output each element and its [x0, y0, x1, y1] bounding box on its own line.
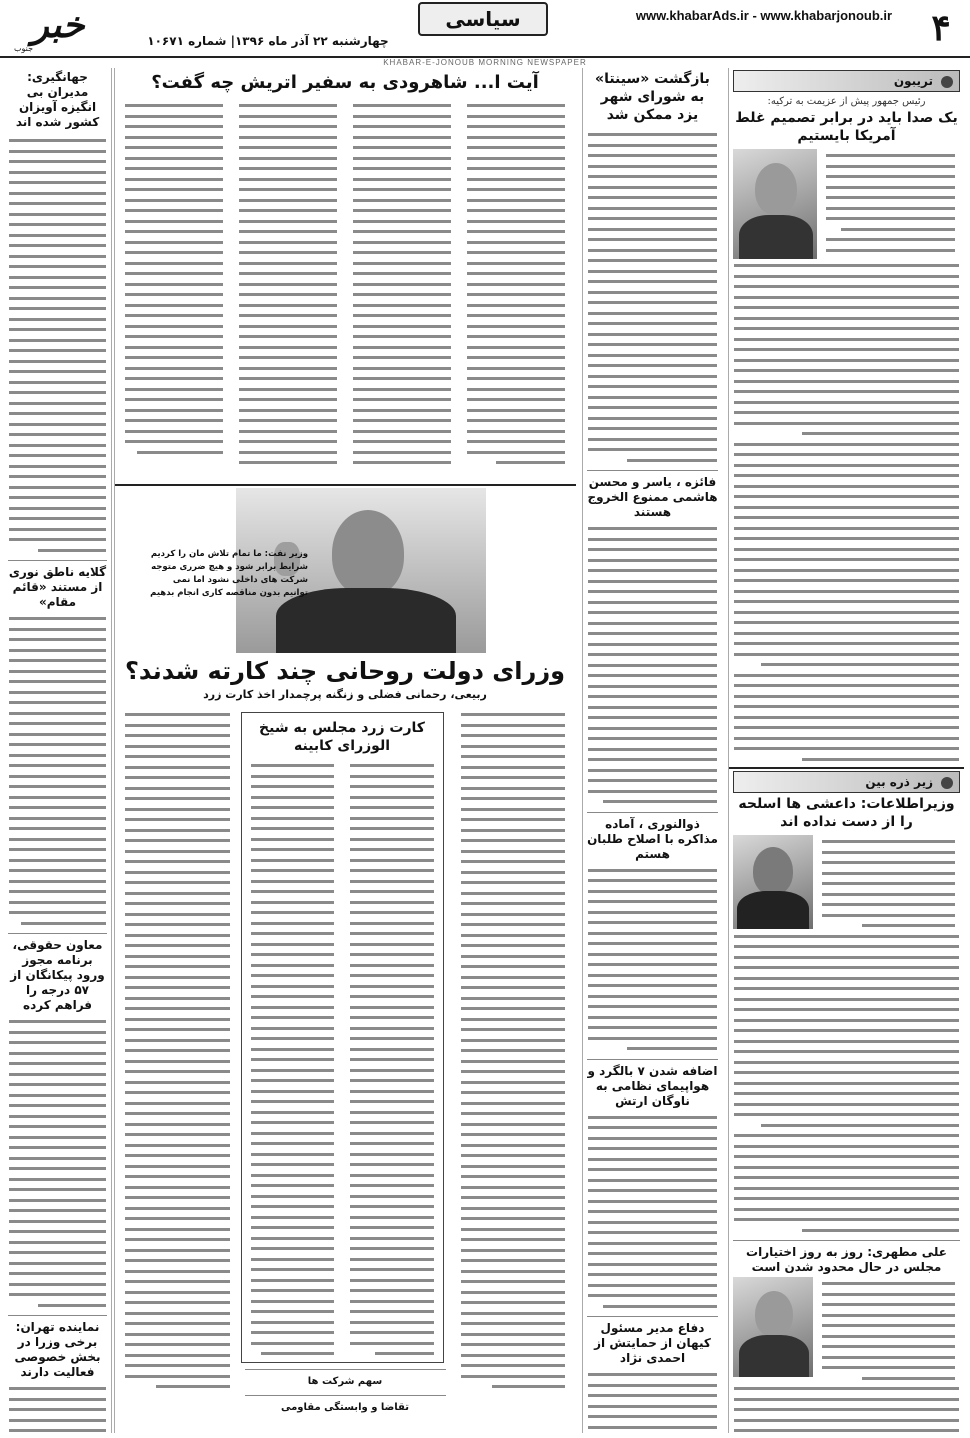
story-headline[interactable]: وزیراطلاعات: داعشی ها اسلحه را از دست نداده اند: [738, 796, 955, 830]
top-story-col: [348, 99, 456, 467]
photo-caption: وزیر نفت: ما تمام تلاش مان را کردیم شرایط برابر شود و هیچ ضرری متوجه شرکت های داخلی نشود اما نمی توانیم بدون مناقصه کاری انجام بدهیم: [150, 549, 308, 598]
left-column: [4, 68, 112, 1433]
top-story-col: [120, 99, 228, 467]
brief-body: [583, 1368, 722, 1433]
feature-col: [456, 708, 571, 1417]
story-headline[interactable]: یک صدا باید در برابر تصمیم غلط آمریکا بایستیم: [735, 110, 958, 144]
brief-body: [583, 864, 722, 1053]
sidebar-box: [241, 712, 444, 1363]
date-issue: چهارشنبه ۲۲ آذر ماه ۱۳۹۶| شماره ۱۰۶۷۱: [147, 34, 389, 48]
story-body-cont: [729, 1382, 964, 1433]
top-story-col: [462, 99, 570, 467]
feature-subhead: تقاضا و وابستگی مقاومی: [245, 1395, 446, 1415]
brief-headline[interactable]: ذوالنوری ، آماده مذاکره با اصلاح طلبان هستم: [587, 812, 718, 862]
brief-headline[interactable]: بازگشت «سینتا» به شورای شهر یزد ممکن شد: [595, 71, 710, 123]
box-col: [345, 759, 439, 1358]
logo-subtitle: جنوب: [14, 44, 34, 53]
intelligence-minister-photo: [733, 835, 813, 929]
site-url[interactable]: www.khabarAds.ir - www.khabarjonoub.ir: [635, 8, 893, 23]
feature-box-wrap: [241, 708, 450, 1417]
brief-headline[interactable]: فائزه ، یاسر و محسن هاشمی ممنوع الخروج هستند: [587, 470, 718, 520]
section-label: سیاسی: [418, 2, 548, 36]
top-story-col: [234, 99, 342, 467]
brief-body: [4, 1015, 111, 1309]
brief-body: [583, 1111, 722, 1311]
brief-headline[interactable]: معاون حقوقی، برنامه مجوز ورود پیکانگان از ۵۷ درجه را فراهم کرده: [8, 933, 107, 1013]
brief-headline[interactable]: نماینده تهران: برخی وزرا در بخش خصوصی فعالیت دارند: [8, 1315, 107, 1380]
tagline: KHABAR-E-JONOUB MORNING NEWSPAPER: [383, 58, 587, 67]
feature-photo-area: [114, 488, 576, 653]
brief-body: [583, 128, 722, 464]
page-number: ۴: [931, 7, 951, 49]
rouhani-photo: [733, 149, 817, 259]
feature-kicker: ربیعی، رحمانی فضلی و زنگنه پرچمدار اخذ کارت زرد: [203, 688, 487, 701]
brief-headline[interactable]: دفاع مدیر مسئول کیهان از حمایتش از احمدی نژاد: [587, 1316, 718, 1366]
brief-body: [4, 612, 111, 927]
story-body-cont: [729, 930, 964, 1235]
story-body-cont: [729, 259, 964, 763]
feature-col: [120, 708, 235, 1417]
box-header-tribune: تریبون: [733, 70, 960, 92]
story-headline[interactable]: علی مطهری: روز به روز اختیارات مجلس در حال محدود شدن است: [733, 1240, 960, 1275]
brief-body: [4, 134, 111, 554]
feature-story: [114, 708, 576, 1428]
motahari-photo: [733, 1277, 813, 1377]
story-body: [821, 149, 960, 259]
feature-subhead: سهم شرکت ها: [245, 1369, 446, 1389]
feature-header: [114, 656, 576, 701]
box-col: [246, 759, 340, 1358]
box-headline[interactable]: کارت زرد مجلس به شیخ الوزرای کابینه: [259, 720, 425, 754]
main-column: [114, 68, 576, 1433]
story-kicker: رئیس جمهور پیش از عزیمت به ترکیه:: [767, 96, 926, 107]
top-story: [114, 68, 576, 486]
brief-headline[interactable]: اضافه شدن ۷ بالگرد و هواپیمای نظامی به ناوگان ارتش: [587, 1059, 718, 1109]
masthead: [0, 0, 970, 58]
story-body: [817, 835, 960, 930]
top-story-headline[interactable]: آیت ا... شاهرودی به سفیر اتریش چه گفت؟: [151, 72, 539, 93]
newspaper-logo: خبر: [31, 4, 85, 46]
brief-body: [4, 1382, 111, 1433]
brief-body: [583, 522, 722, 806]
box-header-magnifier: زیر ذره بین: [733, 771, 960, 793]
feature-headline[interactable]: وزرای دولت روحانی چند کارته شدند؟: [124, 657, 566, 685]
magnifier-icon: [941, 777, 953, 789]
briefs-column: [582, 68, 722, 1433]
right-column: [728, 68, 964, 1433]
brief-headline[interactable]: جهانگیری: مدیران بی انگیزه آویزان کشور شده اند: [15, 70, 100, 129]
bullet-icon: [941, 76, 953, 88]
story-body: [817, 1277, 960, 1382]
brief-headline[interactable]: گلایه ناطق نوری از مستند «قائم مقام»: [8, 560, 107, 610]
